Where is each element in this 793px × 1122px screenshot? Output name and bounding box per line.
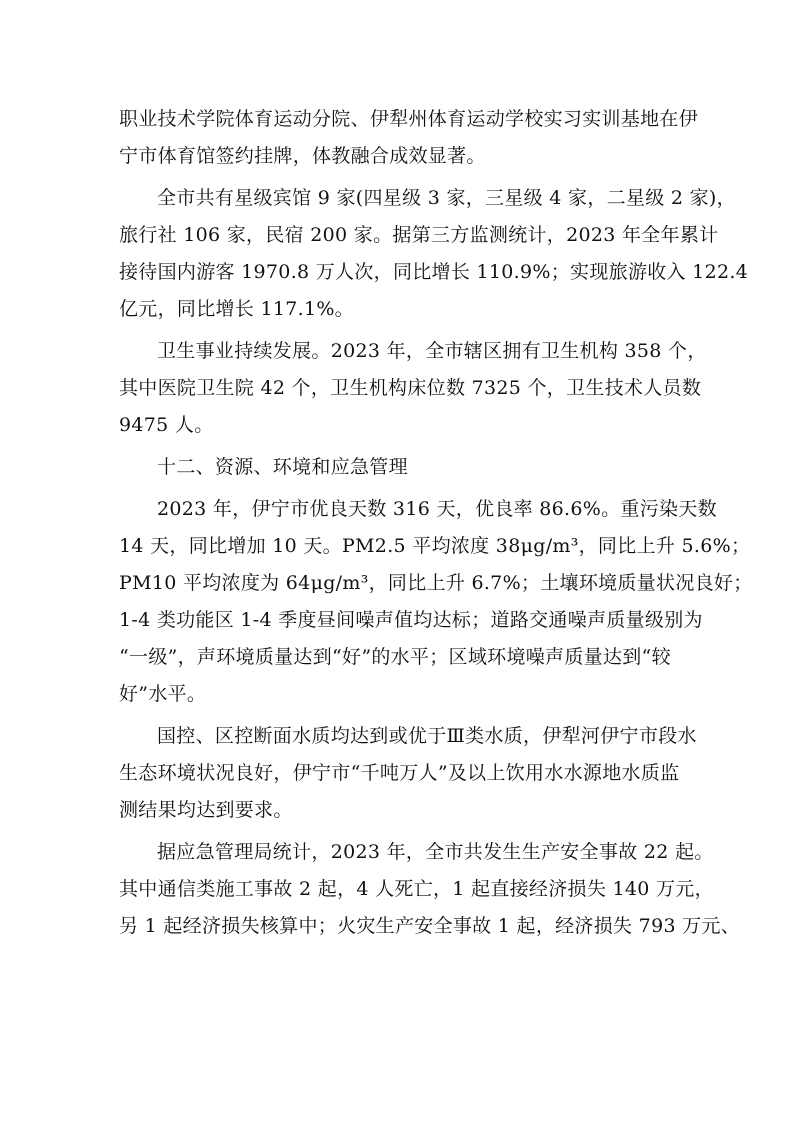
paragraph-air-quality: [119, 491, 753, 713]
paragraph-tourism: [119, 180, 749, 328]
paragraph-safety-accidents: [119, 834, 741, 945]
text-line: 卫生事业持续发展。2023 年，全市辖区拥有卫生机构 358 个，: [157, 340, 707, 362]
text-line: 测结果均达到要求。: [119, 799, 293, 821]
text-line: 好”水平。: [119, 683, 207, 705]
paragraph-health: [119, 333, 707, 444]
document-body: [119, 101, 753, 950]
paragraph-water-quality: [119, 718, 697, 829]
text-line: 2023 年，伊宁市优良天数 316 天，优良率 86.6%。重污染天数: [157, 498, 717, 520]
section-heading-text: 十二、资源、环境和应急管理: [157, 456, 408, 478]
text-line: PM10 平均浓度为 64μg/m³，同比上升 6.7%；土壤环境质量状况良好；: [119, 572, 753, 594]
text-line: 其中通信类施工事故 2 起，4 人死亡，1 起直接经济损失 140 万元，: [119, 878, 714, 900]
text-line: 另 1 起经济损失核算中；火灾生产安全事故 1 起，经济损失 793 万元、: [119, 915, 741, 937]
text-line: 亿元，同比增长 117.1%。: [119, 298, 354, 320]
text-line: 国控、区控断面水质均达到或优于Ⅲ类水质，伊犁河伊宁市段水: [157, 725, 697, 747]
text-line: 旅行社 106 家，民宿 200 家。据第三方监测统计，2023 年全年累计: [119, 224, 719, 246]
text-line: 其中医院卫生院 42 个，卫生机构床位数 7325 个，卫生技术人员数: [119, 377, 702, 399]
text-line: 14 天，同比增加 10 天。PM2.5 平均浓度 38μg/m³，同比上升 5.6%；: [119, 535, 751, 557]
text-line: 全市共有星级宾馆 9 家(四星级 3 家，三星级 4 家，二星级 2 家)，: [157, 187, 736, 209]
text-line: 9475 人。: [119, 414, 214, 436]
text-line: 接待国内游客 1970.8 万人次，同比增长 110.9%；实现旅游收入 122.4: [119, 261, 749, 283]
text-line: 职业技术学院体育运动分院、伊犁州体育运动学校实习实训基地在伊: [119, 108, 699, 130]
text-line: 1-4 类功能区 1-4 季度昼间噪声值均达标；道路交通噪声质量级别为: [119, 609, 703, 631]
text-line: “一级”，声环境质量达到“好”的水平；区域环境噪声质量达到“较: [119, 646, 671, 668]
text-line: 宁市体育馆签约挂牌，体教融合成效显著。: [119, 145, 486, 167]
section-heading: [119, 449, 679, 486]
paragraph-sports-education: [119, 101, 699, 175]
text-line: 据应急管理局统计，2023 年，全市共发生生产安全事故 22 起。: [157, 841, 714, 863]
text-line: 生态环境状况良好，伊宁市“千吨万人”及以上饮用水水源地水质监: [119, 762, 680, 784]
